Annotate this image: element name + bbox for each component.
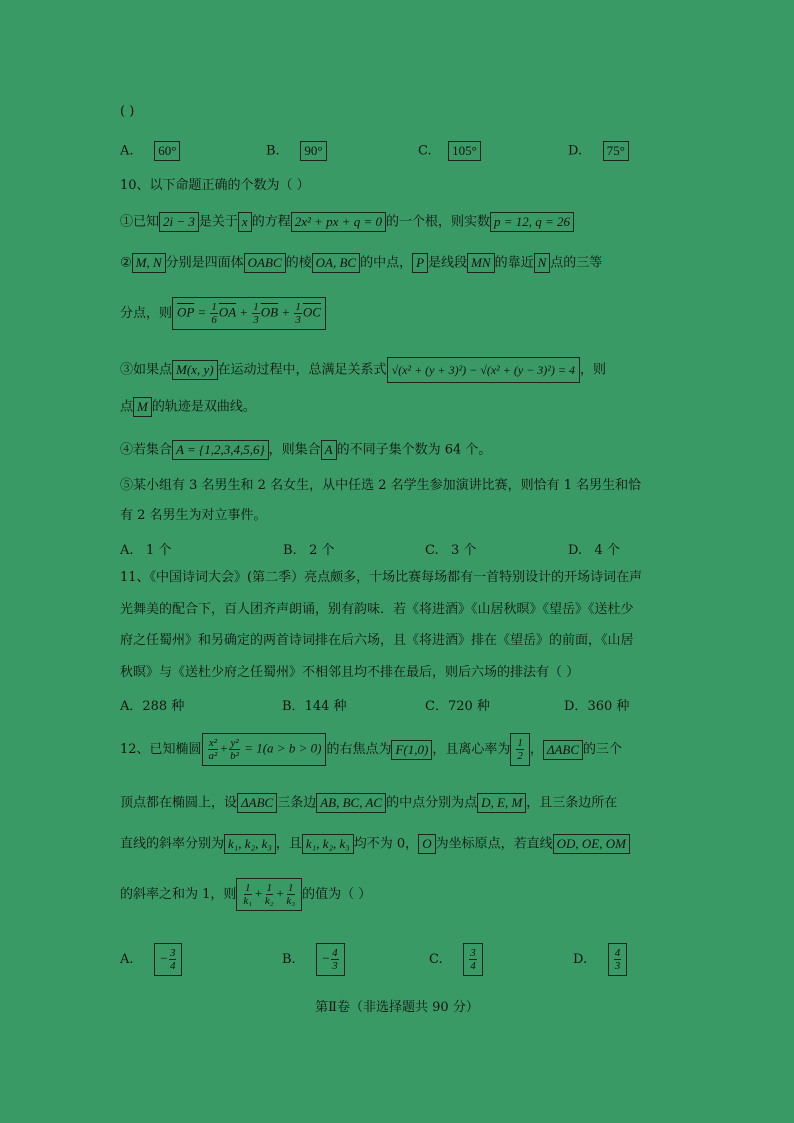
q10-statement-2-line2	[120, 296, 326, 332]
q11-line-1: 11、《中国诗词大会》(第二季）亮点颇多，十场比赛每场都有一首特别设计的开场诗词在声	[120, 570, 643, 585]
option-value: 105°	[448, 141, 481, 161]
numerator: 1	[211, 301, 217, 313]
math-box: 2x² + px + q = 0	[291, 212, 386, 232]
text: 顶点都在椭圆上，设	[120, 795, 238, 811]
option-value: 4 个	[594, 543, 620, 558]
fraction	[264, 882, 275, 907]
text: ④若集合	[120, 442, 173, 458]
option-letter: A.	[120, 143, 134, 159]
option-value: 1 个	[145, 543, 172, 558]
q12-line-1	[120, 728, 622, 772]
text: 的右焦点为	[326, 742, 392, 757]
text: 的棱	[285, 255, 312, 271]
text: 的轨迹是双曲线。	[151, 399, 256, 415]
option-value	[316, 943, 344, 976]
denominator: k₃	[286, 895, 296, 907]
text: 为坐标原点，若直线	[435, 836, 553, 852]
vector-formula-box	[172, 297, 326, 330]
option-letter: B.	[266, 143, 280, 159]
denominator: 3	[614, 960, 621, 972]
denominator: 3	[332, 960, 338, 972]
q11-option-a	[120, 695, 184, 714]
q9-option-a	[120, 141, 180, 161]
q10-stem: 10、以下命题正确的个数为（ ）	[120, 178, 310, 193]
q11-line-4: 秋暝》与《送杜少府之任蜀州》不相邻且均不排在最后，则后六场的排法有（ ）	[120, 665, 580, 680]
text: ③如果点	[120, 362, 173, 378]
text: 是线段	[428, 255, 468, 271]
option-letter: D．	[564, 699, 588, 714]
text: 的中点，	[360, 255, 413, 271]
fraction	[331, 947, 339, 972]
numerator: 3	[470, 947, 476, 959]
q10-option-a	[120, 539, 171, 558]
option-letter: A．	[120, 699, 143, 714]
text: 的三个	[583, 742, 623, 757]
numerator: 4	[614, 947, 621, 959]
text: 的不同子集个数为 64 个。	[336, 442, 492, 458]
q12-option-d	[573, 940, 627, 980]
equation-tail: = 1(a > b > 0)	[240, 740, 322, 756]
text: 的方程	[251, 214, 291, 230]
denominator: k₁	[243, 895, 253, 907]
q12-line-4	[120, 873, 371, 917]
q9-option-c	[418, 141, 481, 161]
option-value	[463, 943, 483, 976]
q10-statement-3-line2	[120, 397, 256, 418]
eccentricity-box	[510, 733, 530, 766]
option-letter: C.	[418, 143, 432, 159]
math-box: M, N	[132, 253, 166, 273]
operator: +	[236, 304, 252, 320]
math-box: A = {1,2,3,4,5,6}	[172, 440, 269, 460]
math-box: P	[412, 253, 428, 273]
option-letter: C.	[429, 952, 443, 967]
option-value	[154, 943, 182, 976]
q10-option-c	[425, 539, 476, 558]
operator: =	[194, 304, 210, 320]
text: ①已知	[120, 214, 160, 230]
q9-paren: ( )	[120, 104, 135, 119]
q10-statement-4	[120, 440, 491, 461]
q12-option-c	[429, 940, 483, 980]
math-box: D, E, M	[477, 793, 526, 813]
math-box: k₁, k₂, k₃	[224, 834, 276, 854]
text: ，且三条边所在	[526, 795, 618, 811]
q11-line-3: 府之任蜀州》和另确定的两首诗词排在后六场，且《将进酒》排在《望岳》的前面，《山居	[120, 633, 634, 648]
text: 均不为 0，	[353, 836, 419, 852]
q10-statement-3-line1	[120, 357, 606, 383]
option-value: 2 个	[309, 543, 335, 558]
q9-option-b	[266, 141, 327, 161]
fraction	[252, 301, 260, 326]
q10-statement-1	[120, 212, 574, 233]
denominator: 4	[169, 960, 176, 972]
numerator: 1	[253, 301, 259, 313]
denominator: 2	[517, 750, 523, 762]
option-letter: C.	[425, 543, 439, 558]
denominator: 6	[211, 314, 217, 326]
numerator: y²	[230, 737, 239, 749]
sign: −	[159, 950, 168, 966]
denominator: 4	[470, 960, 476, 972]
math-box: 2i − 3	[159, 212, 199, 232]
fraction	[294, 301, 302, 326]
fraction	[242, 882, 253, 907]
q9-option-d	[568, 141, 629, 161]
vector: $\overline{OP}$	[177, 304, 195, 320]
option-letter: B.	[283, 543, 297, 558]
numerator: 1	[266, 882, 273, 894]
operator: +	[278, 304, 294, 320]
option-letter: B.	[282, 952, 296, 967]
math-box: p = 12, q = 26	[490, 212, 574, 232]
option-value: 75°	[603, 141, 629, 161]
numerator: 1	[245, 882, 251, 894]
text: 分别是四面体	[165, 255, 244, 271]
q12-line-2	[120, 793, 617, 814]
math-box: OD, OE, OM	[553, 834, 630, 854]
text: 点的三等	[550, 255, 603, 271]
denominator: b²	[230, 750, 239, 762]
text: 的一个根，则实数	[385, 214, 490, 230]
q10-statement-5-line1: ⑤某小组有 3 名男生和 2 名女生，从中任选 2 名学生参加演讲比赛，则恰有 1 名男生和恰	[120, 478, 642, 493]
q11-option-b	[282, 695, 347, 714]
text: ，	[529, 742, 543, 757]
q10-option-d	[568, 539, 620, 558]
denominator: 3	[295, 314, 301, 326]
text: 直线的斜率分别为	[120, 836, 225, 852]
math-box: OA, BC	[312, 253, 360, 273]
reciprocal-sum-box: $\frac{1}{\text{k₁}}$ + $\frac{1}{\text{k₂}}$ + $\frac{1}{\text{k₃}}$	[236, 878, 302, 911]
option-value: 144 种	[304, 699, 347, 714]
numerator: 1	[517, 737, 523, 749]
ellipse-equation-box: $\frac{\text{x²}}{\text{a²}}$ + $\frac{\text{y²}}{\text{b²}}$ = 1(a > b > 0)	[202, 733, 327, 766]
math-box: F(1,0)	[391, 740, 432, 760]
q10-statement-5-line2: 有 2 名男生为对立事件。	[120, 508, 267, 523]
q12-option-b	[282, 940, 345, 980]
text: 的斜率之和为 1，则	[120, 887, 237, 902]
text: 的值为（ ）	[302, 887, 372, 902]
q10-statement-2-line1	[120, 253, 602, 274]
numerator: 1	[288, 882, 294, 894]
text: ，且	[275, 836, 302, 852]
numerator: 4	[332, 947, 338, 959]
numerator: 1	[295, 301, 301, 313]
denominator: 3	[253, 314, 259, 326]
math-box: M(x, y)	[172, 360, 218, 380]
option-value: 90°	[300, 141, 326, 161]
option-letter: B．	[282, 699, 305, 714]
text: 12、已知椭圆	[120, 742, 202, 757]
fraction	[516, 737, 524, 762]
option-letter: A.	[120, 543, 134, 558]
math-box: MN	[467, 253, 495, 273]
q10-option-b	[283, 539, 335, 558]
text: ，则集合	[268, 442, 321, 458]
text: ②	[120, 255, 132, 271]
math-box: ΔABC	[237, 793, 277, 813]
vector: $\overline{OA}$	[218, 304, 237, 320]
math-box: A	[321, 440, 337, 460]
fraction	[285, 882, 296, 907]
text: 在运动过程中，总满足关系式	[217, 362, 387, 378]
denominator: a²	[208, 750, 218, 762]
text: 分点，则	[120, 306, 173, 321]
option-letter: A.	[120, 952, 134, 967]
fraction	[229, 737, 240, 762]
sign: −	[321, 950, 331, 966]
text: 点	[120, 399, 134, 415]
math-box: k₁, k₂, k₃	[302, 834, 354, 854]
math-box: OABC	[244, 253, 286, 273]
option-value: 720 种	[447, 699, 490, 714]
fraction	[469, 947, 477, 972]
option-value: 360 种	[587, 699, 630, 714]
text: ，则	[579, 362, 606, 378]
fraction	[169, 947, 177, 972]
option-letter: C．	[425, 699, 448, 714]
numerator: x²	[208, 737, 218, 749]
fraction	[210, 301, 218, 326]
text: 是关于	[198, 214, 238, 230]
math-box: M	[133, 397, 152, 417]
option-value: 60°	[154, 141, 180, 161]
q11-option-c	[425, 695, 490, 714]
option-letter: D.	[573, 952, 588, 967]
q11-line-2: 光舞美的配合下，百人团齐声朗诵，别有韵味．若《将进酒》《山居秋暝》《望岳》《送杜少	[120, 602, 634, 617]
option-letter: D.	[568, 543, 583, 558]
denominator: k₂	[264, 895, 274, 907]
vector: $\overline{OB}$	[260, 304, 279, 320]
math-box: AB, BC, AC	[316, 793, 386, 813]
vector: $\overline{OC}$	[302, 304, 321, 320]
numerator: 3	[169, 947, 176, 959]
math-box: √(x² + (y + 3)²) − √(x² + (y − 3)²) = 4	[387, 357, 580, 383]
q12-option-a	[120, 940, 182, 980]
option-value: 3 个	[451, 543, 477, 558]
section-footer: 第Ⅱ卷（非选择题共 90 分）	[315, 1000, 479, 1015]
text: 的靠近	[494, 255, 534, 271]
option-value: 288 种	[142, 699, 185, 714]
text: 的中点分别为点	[386, 795, 478, 811]
option-value	[608, 943, 628, 976]
text: 三条边	[277, 795, 317, 811]
fraction	[208, 737, 219, 762]
fraction	[614, 947, 622, 972]
math-box: O	[418, 834, 435, 854]
math-box: ΔABC	[543, 740, 583, 760]
text: ，且离心率为	[432, 742, 511, 757]
math-box: N	[534, 253, 551, 273]
math-box: x	[238, 212, 252, 232]
q12-line-3	[120, 834, 630, 855]
option-letter: D.	[568, 143, 583, 159]
q11-option-d	[564, 695, 629, 714]
